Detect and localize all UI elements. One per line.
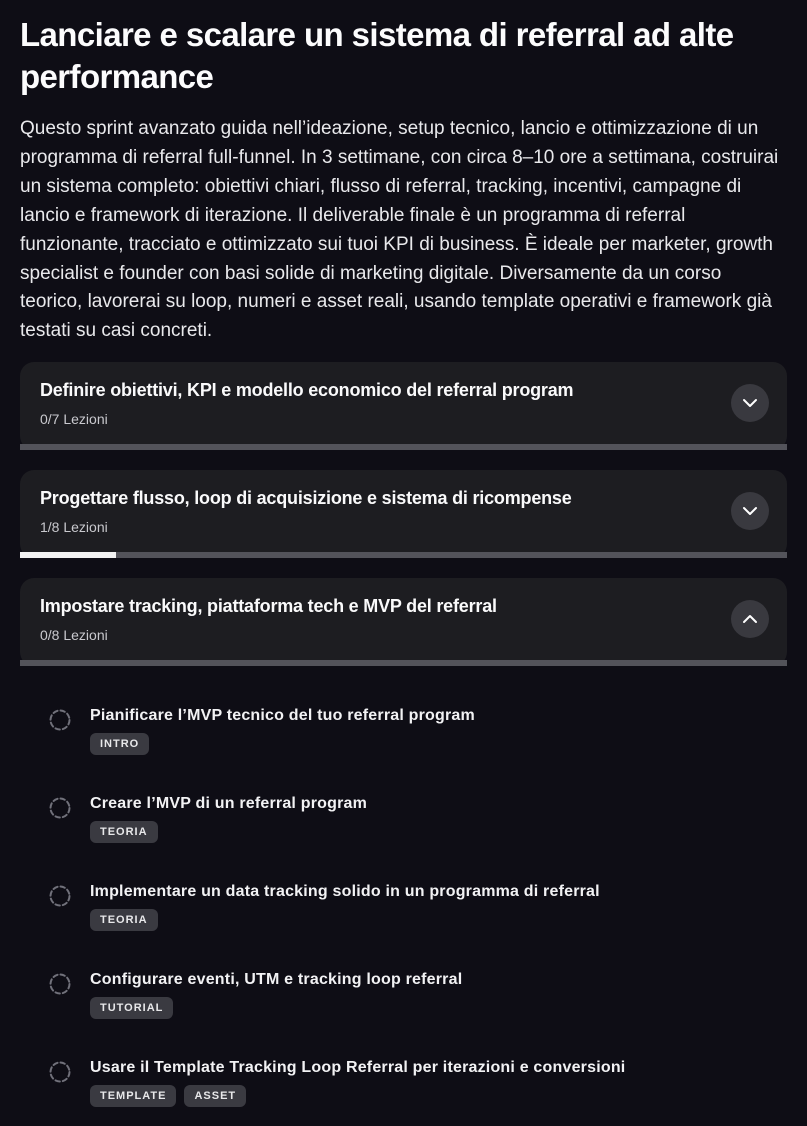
lesson-row[interactable] [48, 686, 787, 774]
lesson-body [90, 793, 367, 843]
lesson-title: Implementare un data tracking solido in un programma di referral [90, 883, 600, 901]
module-accordion-card[interactable] [20, 470, 787, 558]
lesson-badges [90, 821, 367, 843]
module-progress-label: 0/7 Lezioni [40, 411, 108, 428]
module-title: Definire obiettivi, KPI e modello economico del referral program [40, 380, 574, 401]
course-description: Questo sprint avanzato guida nell’ideazione, setup tecnico, lancio e ottimizzazione di un programma di referral full-funnel. In 3 settimane, con circa 8–10 ore a settimana, costruirai un sistema completo: obiettivi chiari, flusso di referral, tracking, incentivi, campagne di lancio e framework di iterazione. Il deliverable finale è un programma di referral funzionante, tracciato e ottimizzato sui tuoi KPI di business. È ideale per marketer, growth specialist e founder con basi solide di marketing digitale. Diversamente da un corso teorico, lavorerai su loop, numeri e asset reali, usando template operativi e framework già testati su casi concreti. [20, 118, 779, 342]
module-accordion-card[interactable] [20, 362, 787, 450]
chevron-up-icon [743, 615, 757, 623]
lesson-title: Configurare eventi, UTM e tracking loop referral [90, 971, 463, 989]
lesson-progress-ring-icon [48, 708, 72, 732]
lesson-type-badge: TEORIA [90, 909, 158, 931]
course-page [20, 14, 787, 1126]
lesson-type-badge: TUTORIAL [90, 997, 173, 1019]
lesson-title: Creare l’MVP di un referral program [90, 795, 368, 813]
lesson-badges [90, 733, 475, 755]
lesson-title: Usare il Template Tracking Loop Referral per iterazioni e conversioni [90, 1059, 626, 1077]
lesson-progress-ring-icon [48, 796, 72, 820]
lesson-list [20, 686, 787, 1126]
accordion-toggle-button[interactable] [731, 384, 769, 422]
lesson-body [90, 881, 600, 931]
lesson-progress-ring-icon [48, 1060, 72, 1084]
chevron-down-icon [743, 507, 757, 515]
module-progress-label: 0/8 Lezioni [40, 627, 108, 644]
accordion-toggle-button[interactable] [731, 600, 769, 638]
module-title: Progettare flusso, loop di acquisizione e sistema di ricompense [40, 488, 572, 509]
lesson-body [90, 969, 462, 1019]
lesson-row[interactable] [48, 774, 787, 862]
module-title: Impostare tracking, piattaforma tech e MVP del referral [40, 596, 497, 617]
lesson-row[interactable] [48, 862, 787, 950]
lesson-progress-ring-icon [48, 972, 72, 996]
chevron-down-icon [743, 399, 757, 407]
lesson-badges [90, 1085, 625, 1107]
lesson-type-badge: TEORIA [90, 821, 158, 843]
module-progress-fill [20, 552, 116, 558]
lesson-body [90, 705, 475, 755]
lesson-type-badge: INTRO [90, 733, 149, 755]
lesson-row[interactable] [48, 1038, 787, 1126]
accordion-toggle-button[interactable] [731, 492, 769, 530]
lesson-progress-ring-icon [48, 884, 72, 908]
module-progress-track [20, 660, 787, 666]
lesson-row[interactable] [48, 950, 787, 1038]
module-progress-track [20, 444, 787, 450]
module-progress-track [20, 552, 787, 558]
page-title: Lanciare e scalare un sistema di referral ad alte performance [20, 16, 734, 95]
module-progress-label: 1/8 Lezioni [40, 519, 108, 536]
lesson-title: Pianificare l’MVP tecnico del tuo referral program [90, 707, 475, 725]
lesson-badges [90, 909, 600, 931]
lesson-badges [90, 997, 462, 1019]
module-accordion-list [20, 362, 787, 666]
module-accordion-card[interactable] [20, 578, 787, 666]
lesson-type-badge: TEMPLATE [90, 1085, 176, 1107]
lesson-body [90, 1057, 625, 1107]
lesson-type-badge: ASSET [184, 1085, 246, 1107]
